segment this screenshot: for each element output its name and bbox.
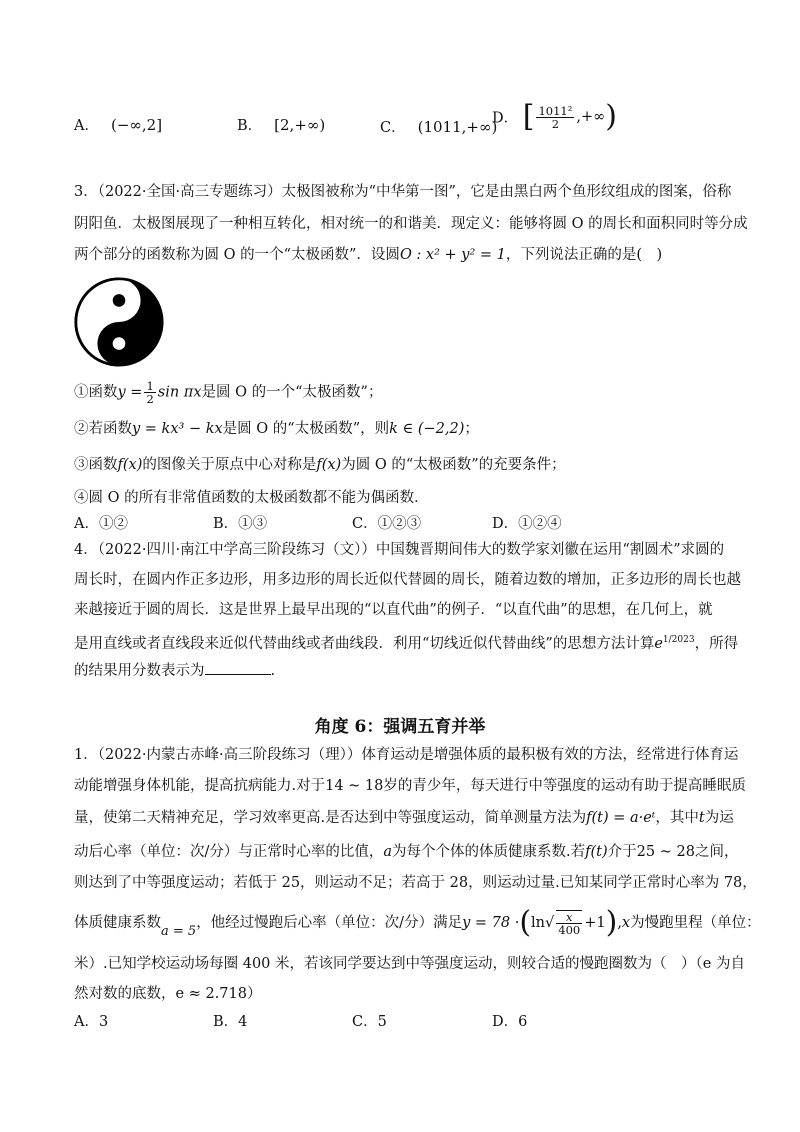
option-value: [2,+∞) xyxy=(274,116,326,134)
option-d: D．①②④ xyxy=(492,516,562,532)
fraction xyxy=(536,105,574,130)
fraction xyxy=(556,910,582,936)
text: ，他经过慢跑后心率（单位：次/分）满足 xyxy=(196,915,463,931)
option-c xyxy=(380,116,497,137)
math-circle-equation: O : x² + y² = 1 xyxy=(399,247,506,263)
option-label: C． xyxy=(380,120,406,136)
math: k ∈ (−2,2) xyxy=(389,421,465,437)
math-var: a xyxy=(383,844,393,860)
text: 体质健康系数 xyxy=(74,915,161,931)
text: 为运 xyxy=(704,810,734,826)
option-label: B． xyxy=(237,118,263,134)
text: 岁的青少年，每天进行中等强度的运动有助于提高睡眠质 xyxy=(383,778,746,794)
q3-statement-2 xyxy=(74,419,479,439)
q1-line-8 xyxy=(74,984,261,1004)
option-d xyxy=(492,99,617,134)
text: ②若函数 xyxy=(74,421,132,437)
fraction-numerator: 1011² xyxy=(538,103,573,118)
math: sin πx xyxy=(157,384,202,401)
text: 的结果用分数表示为 xyxy=(74,663,205,679)
text: ③函数 xyxy=(74,457,118,473)
option-tail: ,+∞ xyxy=(576,109,606,125)
math: a = 5 xyxy=(161,924,197,939)
text: ，其中 xyxy=(655,810,699,826)
q3-options-row xyxy=(74,514,734,534)
text: 量，使第二天精神充足，学习效率更高.是否达到中等强度运动，简单测量方法为 xyxy=(74,810,587,826)
period: . xyxy=(270,663,276,679)
text: 介于 xyxy=(607,844,637,860)
math: y = xyxy=(117,384,143,401)
q1-line-7: 米）.已知学校运动场每圈 400 米，若该同学要达到中等强度运动，则较合适的慢跑圈数为（ ）（e 为自 xyxy=(74,956,745,972)
option-value: (1011,+∞) xyxy=(417,118,498,136)
q4-line-3: 来越接近于圆的周长．这是世界上最早出现的“以直代曲”的例子．“以直代曲”的思想，在几何上，就 xyxy=(74,602,713,618)
math-var: x xyxy=(621,915,631,931)
text: ） xyxy=(246,986,262,1002)
text: 为慢跑里程（单位： xyxy=(630,915,761,931)
q4-line-4 xyxy=(74,630,738,654)
fraction-numerator: x xyxy=(556,911,582,924)
q1-line-2 xyxy=(74,776,746,796)
text: ，下列说法正确的是( ) xyxy=(505,247,663,263)
option-a xyxy=(74,114,162,135)
text: 然对数的底数， xyxy=(74,986,176,1002)
q3-line-1: 3．（2022·全国·高三专题练习）太极图被称为“中华第一图”，它是由黑白两个鱼形纹组成的图案，俗称 xyxy=(74,184,732,200)
text: 是圆 O 的“太极函数”，则 xyxy=(222,421,390,437)
math: 14 ~ 18 xyxy=(325,778,384,794)
text: ； xyxy=(464,421,479,437)
previous-options-row xyxy=(74,99,734,142)
q3-statement-4: ④圆 O 的所有非常值函数的太极函数都不能为偶函数． xyxy=(74,490,429,506)
q4-line-1: 4．（2022·四川·南江中学高三阶段练习（文））中国魏晋期间伟大的数学家刘徽在运用“割圆术”求圆的 xyxy=(74,542,725,558)
text: 为每个个体的体质健康系数.若 xyxy=(392,844,586,860)
option-b: B．①③ xyxy=(213,516,268,532)
option-value: (−∞,2] xyxy=(110,116,163,134)
text: 的图像关于原点中心对称是 xyxy=(142,457,317,473)
taiji-yin-yang-icon xyxy=(74,277,164,367)
math-exponent: 1/2023 xyxy=(662,635,695,645)
q3-statement-1 xyxy=(74,380,382,405)
text: 动后心率（单位：次/分）与正常时心率的比值， xyxy=(74,844,384,860)
math: y = kx³ − kx xyxy=(132,421,223,437)
math: f(t) = a·eᵗ xyxy=(586,810,656,826)
option-label: D． xyxy=(492,110,519,127)
text: ①函数 xyxy=(74,384,118,401)
section-title: 角度 6：强调五育并举 xyxy=(314,717,486,737)
q1-line-5: 则达到了中等强度运动；若低于 25，则运动不足；若高于 28，则运动过量.已知某同学正常时心率为 78， xyxy=(74,875,757,891)
fraction xyxy=(144,380,155,405)
option-c: C．①②③ xyxy=(352,516,422,532)
text: 两个部分的函数称为圆 O 的一个“太极函数”．设圆 xyxy=(74,247,400,263)
option-a: A．①② xyxy=(74,516,128,532)
q1-line-3 xyxy=(74,808,734,828)
math: e ≈ 2.718 xyxy=(175,986,247,1002)
q1-line-6 xyxy=(74,906,761,949)
math: f(x) xyxy=(316,457,342,473)
q3-statement-3 xyxy=(74,455,566,475)
math-var: t xyxy=(698,810,705,826)
option-d: D．6 xyxy=(492,1014,528,1030)
q1-line-1: 1．（2022·内蒙古赤峰·高三阶段练习（理））体育运动是增强体质的最积极有效的方法，经常进行体育运 xyxy=(74,747,739,763)
answer-blank xyxy=(205,660,271,675)
option-c: C．5 xyxy=(352,1014,387,1030)
q1-line-4 xyxy=(74,842,738,862)
bracket-right: ) xyxy=(605,99,617,134)
text: ，所得 xyxy=(694,635,739,652)
math: f(t) xyxy=(585,844,608,860)
text: 为圆 O 的“太极函数”的充要条件； xyxy=(341,457,566,473)
fraction-denominator: 400 xyxy=(558,923,581,937)
bracket-left: [ xyxy=(522,99,535,134)
math: 25 ~ 28 xyxy=(636,844,695,860)
math-ln: ln xyxy=(531,915,546,931)
text: , xyxy=(617,915,622,931)
q3-line-3 xyxy=(74,245,662,265)
option-b xyxy=(237,114,325,135)
q4-line-5 xyxy=(74,660,275,681)
text: 动能增强身体机能，提高抗病能力.对于 xyxy=(74,778,326,794)
option-b: B．4 xyxy=(213,1014,248,1030)
option-label: A． xyxy=(74,118,99,134)
text: 是用直线或者直线段来近似代替曲线或者曲线段．利用“切线近似代替曲线”的思想方法计算 xyxy=(74,635,655,652)
fraction-numerator: 1 xyxy=(146,379,154,393)
q3-line-2: 阴阳鱼．太极图展现了一种相互转化，相对统一的和谐美．现定义：能够将圆 O 的周长和面积同时等分成 xyxy=(74,216,748,232)
q4-line-2: 周长时，在圆内作正多边形，用多边形的周长近似代替圆的周长，随着边数的增加，正多边形的周长也越 xyxy=(74,572,741,588)
fraction-denominator: 2 xyxy=(551,116,560,131)
math: +1 xyxy=(584,915,606,931)
text: 之间， xyxy=(694,844,739,860)
option-a: A．3 xyxy=(74,1014,109,1030)
math: y = 78 · xyxy=(462,915,520,931)
math: f(x) xyxy=(117,457,143,473)
fraction-denominator: 2 xyxy=(146,392,154,406)
math-base: e xyxy=(654,635,663,652)
text: 是圆 O 的一个“太极函数”； xyxy=(201,384,383,401)
sqrt-symbol: √ xyxy=(545,915,555,931)
paren-right: ) xyxy=(605,905,618,940)
paren-left: ( xyxy=(519,905,532,940)
q1-options-row xyxy=(74,1012,734,1032)
